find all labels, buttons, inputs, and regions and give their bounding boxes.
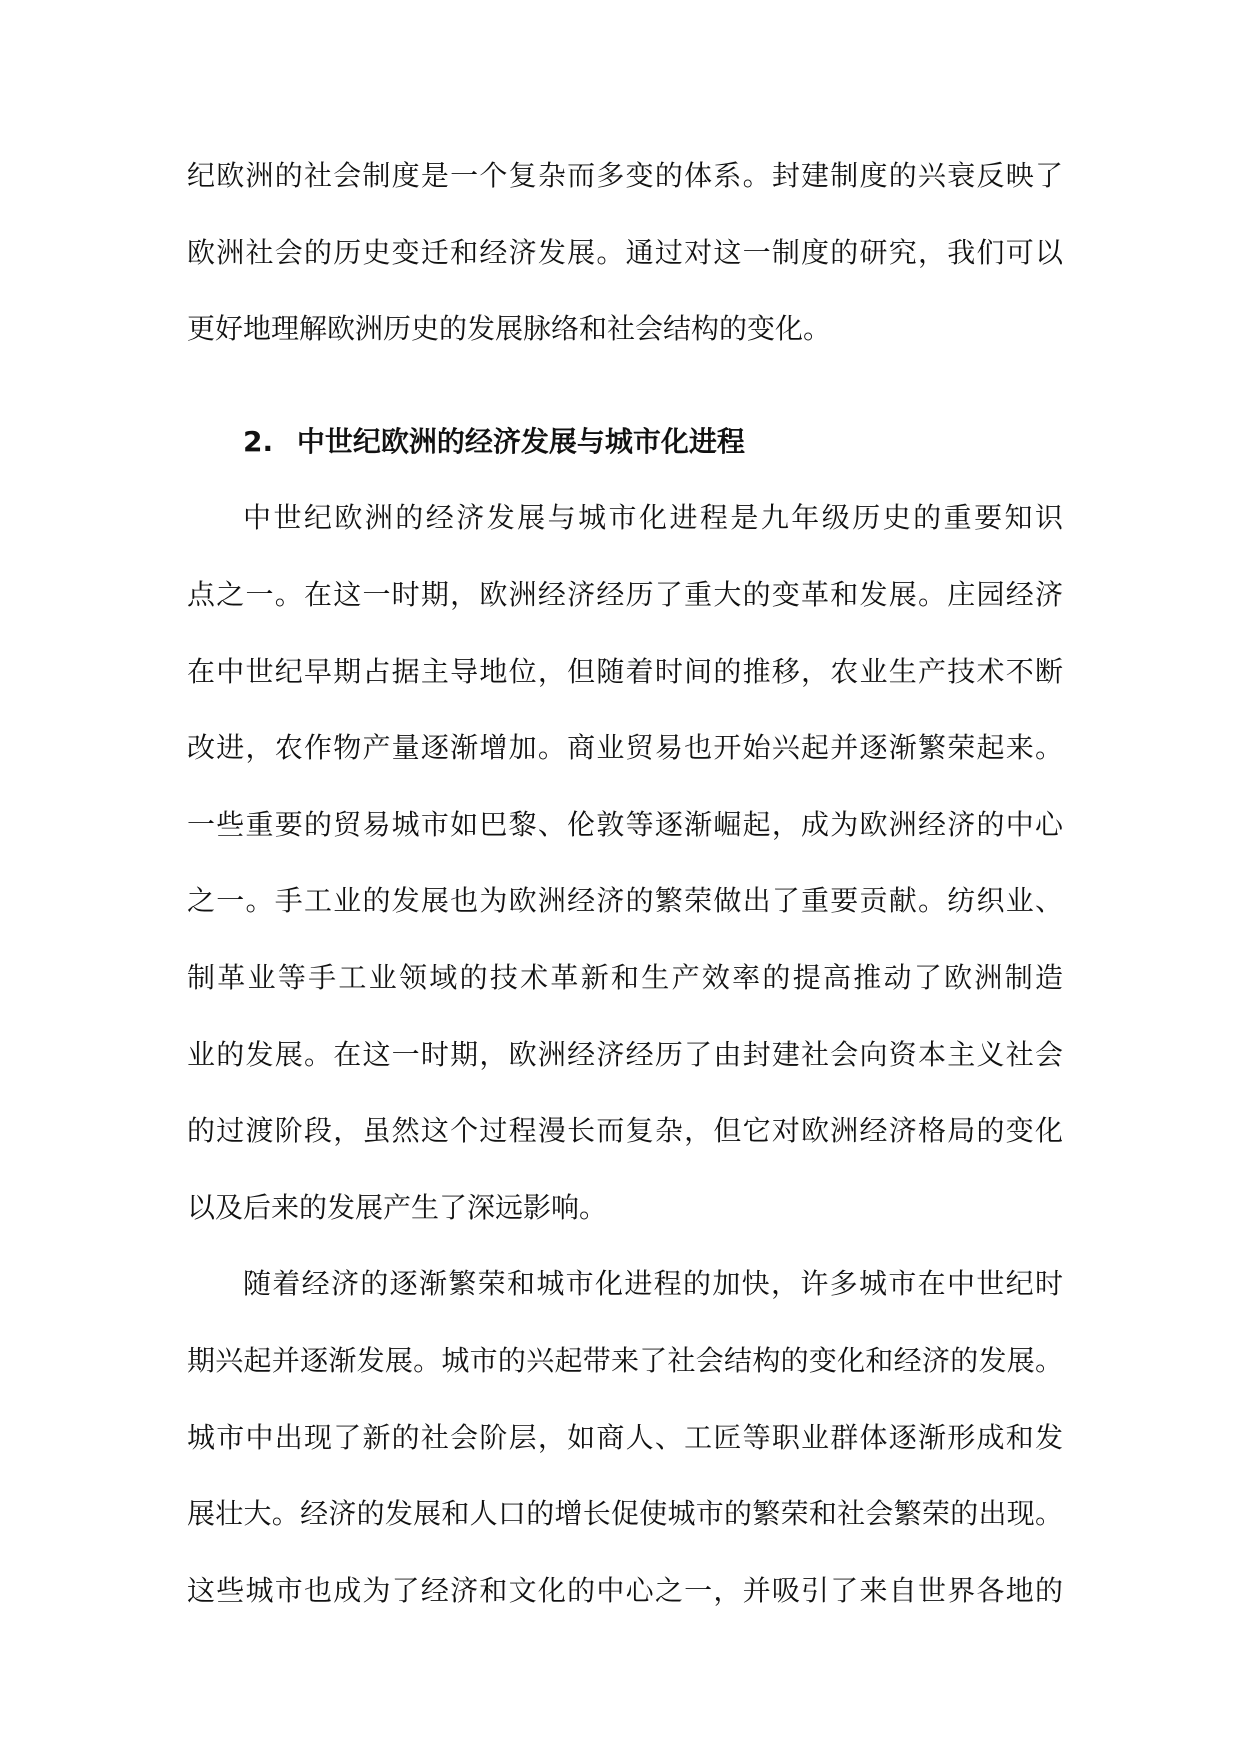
text-line: 纪欧洲的社会制度是一个复杂而多变的体系。封建制度的兴衰反映了	[187, 159, 1063, 192]
text-line: 期兴起并逐渐发展。城市的兴起带来了社会结构的变化和经济的发展。	[187, 1343, 1063, 1377]
paragraph-intro	[187, 138, 1063, 368]
text-line: 在中世纪早期占据主导地位，但随着时间的推移，农业生产技术不断	[187, 654, 1063, 688]
document-body	[187, 138, 1063, 1629]
paragraph-city	[187, 1246, 1063, 1629]
text-line: 中世纪欧洲的经济发展与城市化进程是九年级历史的重要知识	[243, 501, 1063, 535]
text-line: 制革业等手工业领域的技术革新和生产效率的提高推动了欧洲制造	[187, 960, 1063, 994]
paragraph-economy	[187, 480, 1063, 1246]
text-line: 展壮大。经济的发展和人口的增长促使城市的繁荣和社会繁荣的出现。	[187, 1497, 1063, 1531]
text-line: 的过渡阶段，虽然这个过程漫长而复杂，但它对欧洲经济格局的变化	[187, 1114, 1063, 1148]
section-heading	[187, 404, 1063, 481]
text-line: 更好地理解欧洲历史的发展脉络和社会结构的变化。	[187, 312, 832, 346]
section-title: 中世纪欧洲的经济发展与城市化进程	[296, 424, 745, 458]
text-line: 点之一。在这一时期，欧洲经济经历了重大的变革和发展。庄园经济	[187, 577, 1063, 611]
text-line: 业的发展。在这一时期，欧洲经济经历了由封建社会向资本主义社会	[187, 1037, 1063, 1071]
text-line: 以及后来的发展产生了深远影响。	[187, 1190, 608, 1224]
text-line: 这些城市也成为了经济和文化的中心之一，并吸引了来自世界各地的	[187, 1573, 1063, 1607]
text-line: 城市中出现了新的社会阶层，如商人、工匠等职业群体逐渐形成和发	[187, 1420, 1063, 1454]
text-line: 随着经济的逐渐繁荣和城市化进程的加快，许多城市在中世纪时	[243, 1267, 1063, 1301]
text-line: 欧洲社会的历史变迁和经济发展。通过对这一制度的研究，我们可以	[187, 235, 1063, 269]
text-line: 一些重要的贸易城市如巴黎、伦敦等逐渐崛起，成为欧洲经济的中心	[187, 807, 1063, 841]
text-line: 改进，农作物产量逐渐增加。商业贸易也开始兴起并逐渐繁荣起来。	[187, 731, 1063, 765]
spacer	[187, 368, 1063, 404]
section-number: 2.	[243, 424, 274, 458]
text-line: 之一。手工业的发展也为欧洲经济的繁荣做出了重要贡献。纺织业、	[187, 884, 1063, 918]
